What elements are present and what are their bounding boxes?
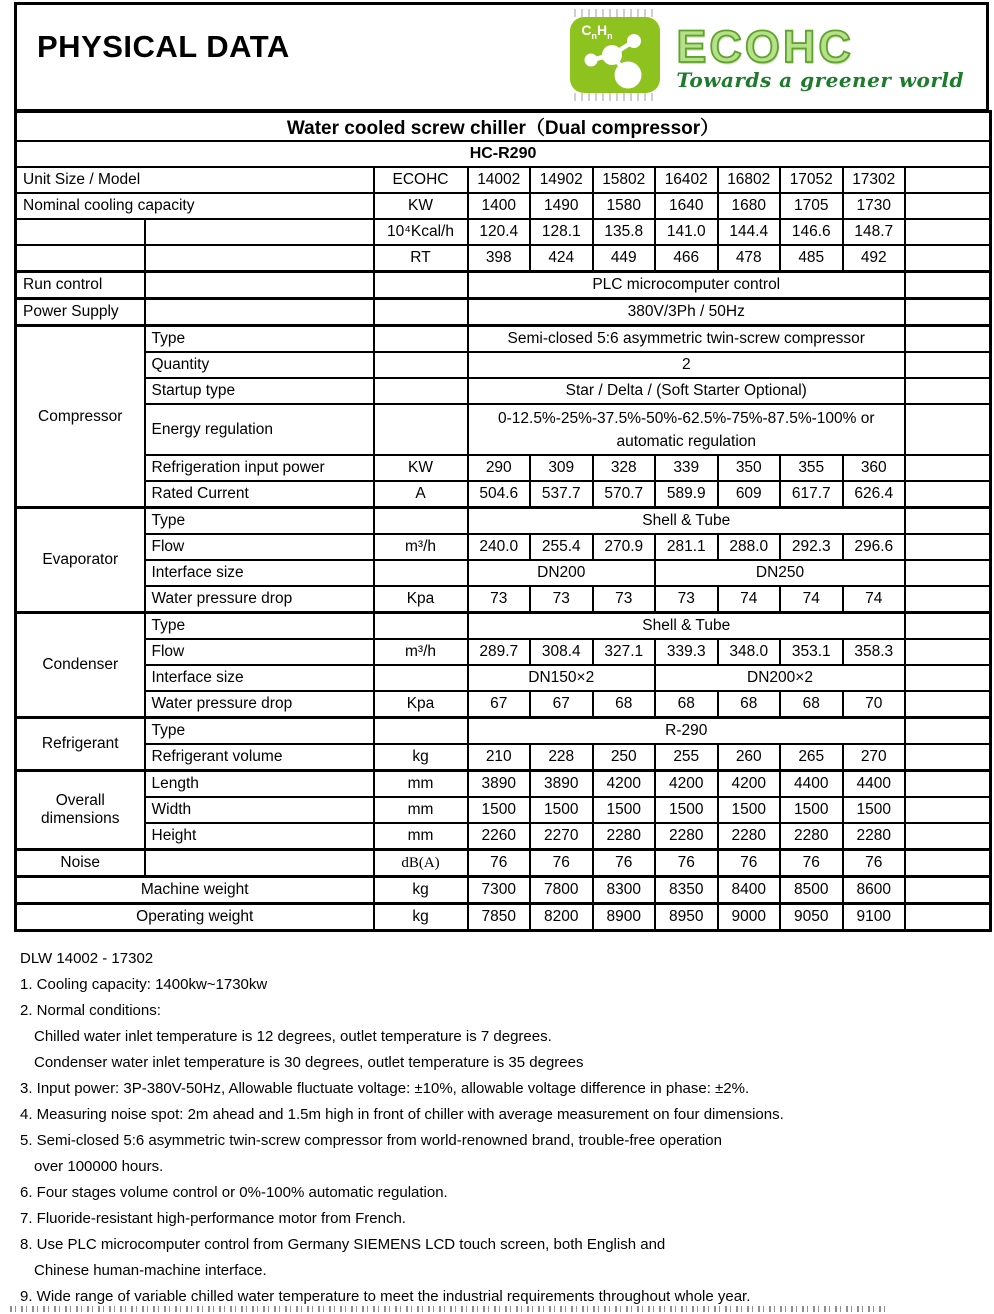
row-label-cell: Machine weight [16,877,374,904]
unit-cell: kg [374,904,468,931]
value-cell: 9050 [780,904,843,931]
note-line: Chinese human-machine interface. [34,1262,267,1279]
unit-cell: RT [374,245,468,272]
value-cell: 265 [780,744,843,771]
note-line: 8. Use PLC microcomputer control from Germany SIEMENS LCD touch screen, both English and [20,1236,666,1253]
note-line: 7. Fluoride-resistant high-performance motor from French. [20,1210,406,1227]
value-cell: 76 [655,850,718,877]
empty-cell [905,586,991,613]
value-cell: 135.8 [593,219,656,245]
value-cell: 3890 [530,771,593,798]
row-label-cell: Refrigeration input power [145,455,374,481]
table-row [16,378,991,404]
row-label-cell: Water pressure drop [145,586,374,613]
value-cell: 2280 [780,823,843,850]
value-cell: 309 [530,455,593,481]
value-cell: 1640 [655,193,718,219]
value-cell: 308.4 [530,639,593,665]
table-row [16,455,991,481]
value-cell: 8500 [780,877,843,904]
value-cell: 68 [655,691,718,718]
value-cell: 1500 [655,797,718,823]
empty-cell [905,613,991,640]
empty-cell [374,352,468,378]
span-value-cell: 2 [468,352,906,378]
value-cell: 76 [718,850,781,877]
value-cell: 339 [655,455,718,481]
value-cell: 144.4 [718,219,781,245]
table-row [16,481,991,508]
value-cell: 360 [843,455,906,481]
value-cell: 609 [718,481,781,508]
span-value-cell: PLC microcomputer control [468,272,906,299]
footnotes [20,946,985,1310]
value-cell: 228 [530,744,593,771]
value-cell: 1500 [843,797,906,823]
unit-cell: Kpa [374,586,468,613]
table-row [16,771,991,798]
value-cell: 492 [843,245,906,272]
value-cell: 250 [593,744,656,771]
molecule-icon [570,17,660,93]
value-cell: 8300 [593,877,656,904]
unit-cell: dB(A) [374,850,468,877]
value-cell: 210 [468,744,531,771]
note-line: 9. Wide range of variable chilled water temperature to meet the industrial requirements throughout whole year. [20,1288,751,1305]
value-cell: 626.4 [843,481,906,508]
row-label-cell: Quantity [145,352,374,378]
span-value-cell: DN200×2 [655,665,905,691]
empty-cell [905,534,991,560]
empty-cell [374,613,468,640]
chip-pins-decoration [574,93,658,101]
value-cell: 296.6 [843,534,906,560]
table-row [16,534,991,560]
datasheet-page [14,2,989,1305]
row-label-cell: Nominal cooling capacity [16,193,374,219]
unit-cell: ECOHC [374,167,468,193]
table-row [16,877,991,904]
empty-cell [905,691,991,718]
empty-cell [905,797,991,823]
value-cell: 4200 [593,771,656,798]
value-cell: 76 [780,850,843,877]
span-value-cell: DN200 [468,560,656,586]
table-row [16,823,991,850]
table-row [16,797,991,823]
value-cell: 148.7 [843,219,906,245]
value-cell: 17302 [843,167,906,193]
group-label-cell: Noise [16,850,145,877]
value-cell: 270.9 [593,534,656,560]
empty-cell [905,508,991,535]
value-cell: 350 [718,455,781,481]
row-label-cell: Type [145,613,374,640]
chip-pins-decoration [574,9,658,17]
empty-cell [374,404,468,455]
span-value-cell: Shell & Tube [468,508,906,535]
value-cell: 4200 [718,771,781,798]
empty-cell [905,877,991,904]
value-cell: 7300 [468,877,531,904]
value-cell: 74 [780,586,843,613]
table-row [16,718,991,745]
value-cell: 255.4 [530,534,593,560]
empty-cell [905,639,991,665]
value-cell: 288.0 [718,534,781,560]
value-cell: 466 [655,245,718,272]
unit-cell: 10⁴Kcal/h [374,219,468,245]
value-cell: 8900 [593,904,656,931]
value-cell: 141.0 [655,219,718,245]
value-cell: 270 [843,744,906,771]
row-label-cell: Refrigerant volume [145,744,374,771]
table-row [16,141,991,167]
unit-cell: mm [374,823,468,850]
value-cell: 7800 [530,877,593,904]
empty-cell [145,245,374,272]
value-cell: 68 [780,691,843,718]
value-cell: 67 [468,691,531,718]
table-row [16,639,991,665]
table-row [16,326,991,353]
table-subtitle: HC-R290 [16,141,991,167]
value-cell: 355 [780,455,843,481]
empty-cell [905,771,991,798]
group-label-cell: Refrigerant [16,718,145,771]
value-cell: 358.3 [843,639,906,665]
table-row [16,193,991,219]
logo-icon-column [570,9,662,101]
value-cell: 260 [718,744,781,771]
value-cell: 290 [468,455,531,481]
value-cell: 8400 [718,877,781,904]
value-cell: 1500 [593,797,656,823]
value-cell: 14002 [468,167,531,193]
span-value-cell: Star / Delta / (Soft Starter Optional) [468,378,906,404]
empty-cell [905,744,991,771]
value-cell: 9000 [718,904,781,931]
group-label-cell: Overall dimensions [16,771,145,850]
empty-cell [905,404,991,455]
table-row [16,404,991,455]
row-label-cell: Flow [145,639,374,665]
value-cell: 478 [718,245,781,272]
note-line: 6. Four stages volume control or 0%-100% automatic regulation. [20,1184,448,1201]
value-cell: 70 [843,691,906,718]
table-row [16,586,991,613]
row-label-cell: Water pressure drop [145,691,374,718]
value-cell: 14902 [530,167,593,193]
value-cell: 146.6 [780,219,843,245]
value-cell: 1730 [843,193,906,219]
value-cell: 7850 [468,904,531,931]
unit-cell: mm [374,771,468,798]
empty-cell [905,560,991,586]
value-cell: 570.7 [593,481,656,508]
empty-cell [905,193,991,219]
value-cell: 67 [530,691,593,718]
value-cell: 1400 [468,193,531,219]
value-cell: 74 [843,586,906,613]
value-cell: 1500 [718,797,781,823]
value-cell: 348.0 [718,639,781,665]
note-line: 4. Measuring noise spot: 2m ahead and 1.5m high in front of chiller with average measurement on four dimensions. [20,1106,784,1123]
value-cell: 8200 [530,904,593,931]
empty-cell [905,718,991,745]
empty-cell [905,823,991,850]
note-line: 3. Input power: 3P-380V-50Hz, Allowable fluctuate voltage: ±10%, allowable voltage difference in phase: ±2%. [20,1080,750,1097]
table-row [16,691,991,718]
row-label-cell: Interface size [145,560,374,586]
note-line: 5. Semi-closed 5:6 asymmetric twin-screw compressor from world-renowned brand, trouble-free operation [20,1132,722,1149]
page-title: PHYSICAL DATA [37,29,290,64]
value-cell: 76 [593,850,656,877]
value-cell: 398 [468,245,531,272]
table-title: Water cooled screw chiller（Dual compressor） [16,112,991,142]
value-cell: 2270 [530,823,593,850]
unit-cell: KW [374,455,468,481]
value-cell: 3890 [468,771,531,798]
table-row [16,665,991,691]
row-label-cell: Energy regulation [145,404,374,455]
span-value-cell: DN150×2 [468,665,656,691]
value-cell: 74 [718,586,781,613]
unit-cell: kg [374,877,468,904]
value-cell: 2280 [655,823,718,850]
empty-cell [374,508,468,535]
value-cell: 16402 [655,167,718,193]
empty-cell [145,850,374,877]
group-label-cell: Evaporator [16,508,145,613]
span-value-cell: Shell & Tube [468,613,906,640]
value-cell: 120.4 [468,219,531,245]
empty-cell [145,299,374,326]
value-cell: 17052 [780,167,843,193]
note-line: over 100000 hours. [34,1158,164,1175]
value-cell: 8350 [655,877,718,904]
value-cell: 9100 [843,904,906,931]
brand-tagline: Towards a greener world [676,68,964,92]
row-label-cell: Interface size [145,665,374,691]
value-cell: 2280 [843,823,906,850]
empty-cell [374,378,468,404]
value-cell: 16802 [718,167,781,193]
unit-cell: kg [374,744,468,771]
value-cell: 255 [655,744,718,771]
group-label-cell: Condenser [16,613,145,718]
unit-cell: m³/h [374,639,468,665]
table-row [16,352,991,378]
value-cell: 1680 [718,193,781,219]
note-line: 2. Normal conditions: [20,1002,161,1019]
chemical-formula: $C_nH_n$ [581,22,613,41]
value-cell: 339.3 [655,639,718,665]
logo-text [676,9,964,91]
value-cell: 449 [593,245,656,272]
row-label-cell: Operating weight [16,904,374,931]
empty-cell [905,219,991,245]
empty-cell [374,272,468,299]
value-cell: 589.9 [655,481,718,508]
value-cell: 240.0 [468,534,531,560]
span-value-cell: DN250 [655,560,905,586]
value-cell: 73 [530,586,593,613]
row-label-cell: Flow [145,534,374,560]
value-cell: 1580 [593,193,656,219]
note-line: 1. Cooling capacity: 1400kw~1730kw [20,976,268,993]
value-cell: 76 [530,850,593,877]
row-label-cell: Type [145,718,374,745]
empty-cell [905,665,991,691]
table-row [16,299,991,326]
value-cell: 73 [655,586,718,613]
span-value-cell: 0-12.5%-25%-37.5%-50%-62.5%-75%-87.5%-100% or automatic regulation [468,404,906,455]
note-line: Chilled water inlet temperature is 12 degrees, outlet temperature is 7 degrees. [34,1028,552,1045]
value-cell: 1705 [780,193,843,219]
empty-cell [905,326,991,353]
value-cell: 617.7 [780,481,843,508]
row-label-cell: Run control [16,272,145,299]
empty-cell [905,481,991,508]
value-cell: 289.7 [468,639,531,665]
empty-cell [905,272,991,299]
empty-cell [905,299,991,326]
group-label-cell: Compressor [16,326,145,508]
value-cell: 1500 [530,797,593,823]
row-label-cell: Type [145,508,374,535]
empty-cell [374,560,468,586]
empty-cell [374,718,468,745]
value-cell: 68 [718,691,781,718]
table-row [16,112,991,142]
value-cell: 504.6 [468,481,531,508]
unit-cell: Kpa [374,691,468,718]
note-line: DLW 14002 - 17302 [20,950,154,967]
table-row [16,219,991,245]
empty-cell [905,352,991,378]
empty-cell [905,245,991,272]
span-value-cell: Semi-closed 5:6 asymmetric twin-screw compressor [468,326,906,353]
table-row [16,508,991,535]
value-cell: 4400 [843,771,906,798]
empty-cell [374,326,468,353]
value-cell: 2280 [718,823,781,850]
brand-logo [570,9,964,101]
spec-table [14,110,992,932]
table-row [16,560,991,586]
empty-cell [374,665,468,691]
unit-cell: m³/h [374,534,468,560]
value-cell: 2260 [468,823,531,850]
empty-cell [145,272,374,299]
unit-cell: KW [374,193,468,219]
value-cell: 4200 [655,771,718,798]
table-row [16,245,991,272]
empty-cell [145,219,374,245]
row-label-cell: Startup type [145,378,374,404]
value-cell: 76 [468,850,531,877]
clipped-text-line [10,1306,890,1312]
value-cell: 353.1 [780,639,843,665]
value-cell: 424 [530,245,593,272]
value-cell: 1490 [530,193,593,219]
row-label-cell: Type [145,326,374,353]
value-cell: 8600 [843,877,906,904]
empty-cell [905,378,991,404]
value-cell: 8950 [655,904,718,931]
value-cell: 1500 [468,797,531,823]
value-cell: 2280 [593,823,656,850]
span-value-cell: R-290 [468,718,906,745]
value-cell: 4400 [780,771,843,798]
empty-cell [905,455,991,481]
empty-cell [905,904,991,931]
value-cell: 281.1 [655,534,718,560]
value-cell: 73 [593,586,656,613]
note-line: Condenser water inlet temperature is 30 degrees, outlet temperature is 35 degrees [34,1054,584,1071]
table-row [16,744,991,771]
value-cell: 292.3 [780,534,843,560]
unit-cell: A [374,481,468,508]
table-row [16,850,991,877]
empty-cell [905,167,991,193]
empty-cell [16,219,145,245]
table-row [16,272,991,299]
empty-cell [16,245,145,272]
value-cell: 15802 [593,167,656,193]
header [14,2,989,112]
row-label-cell: Length [145,771,374,798]
row-label-cell: Unit Size / Model [16,167,374,193]
table-row [16,613,991,640]
value-cell: 485 [780,245,843,272]
row-label-cell: Rated Current [145,481,374,508]
value-cell: 128.1 [530,219,593,245]
value-cell: 327.1 [593,639,656,665]
brand-name: ECOHC [676,21,854,72]
row-label-cell: Width [145,797,374,823]
molecule-graphic [570,17,660,93]
empty-cell [374,299,468,326]
value-cell: 1500 [780,797,843,823]
table-row [16,167,991,193]
value-cell: 537.7 [530,481,593,508]
span-value-cell: 380V/3Ph / 50Hz [468,299,906,326]
value-cell: 328 [593,455,656,481]
value-cell: 68 [593,691,656,718]
empty-cell [905,850,991,877]
row-label-cell: Power Supply [16,299,145,326]
value-cell: 73 [468,586,531,613]
unit-cell: mm [374,797,468,823]
table-row [16,904,991,931]
row-label-cell: Height [145,823,374,850]
value-cell: 76 [843,850,906,877]
